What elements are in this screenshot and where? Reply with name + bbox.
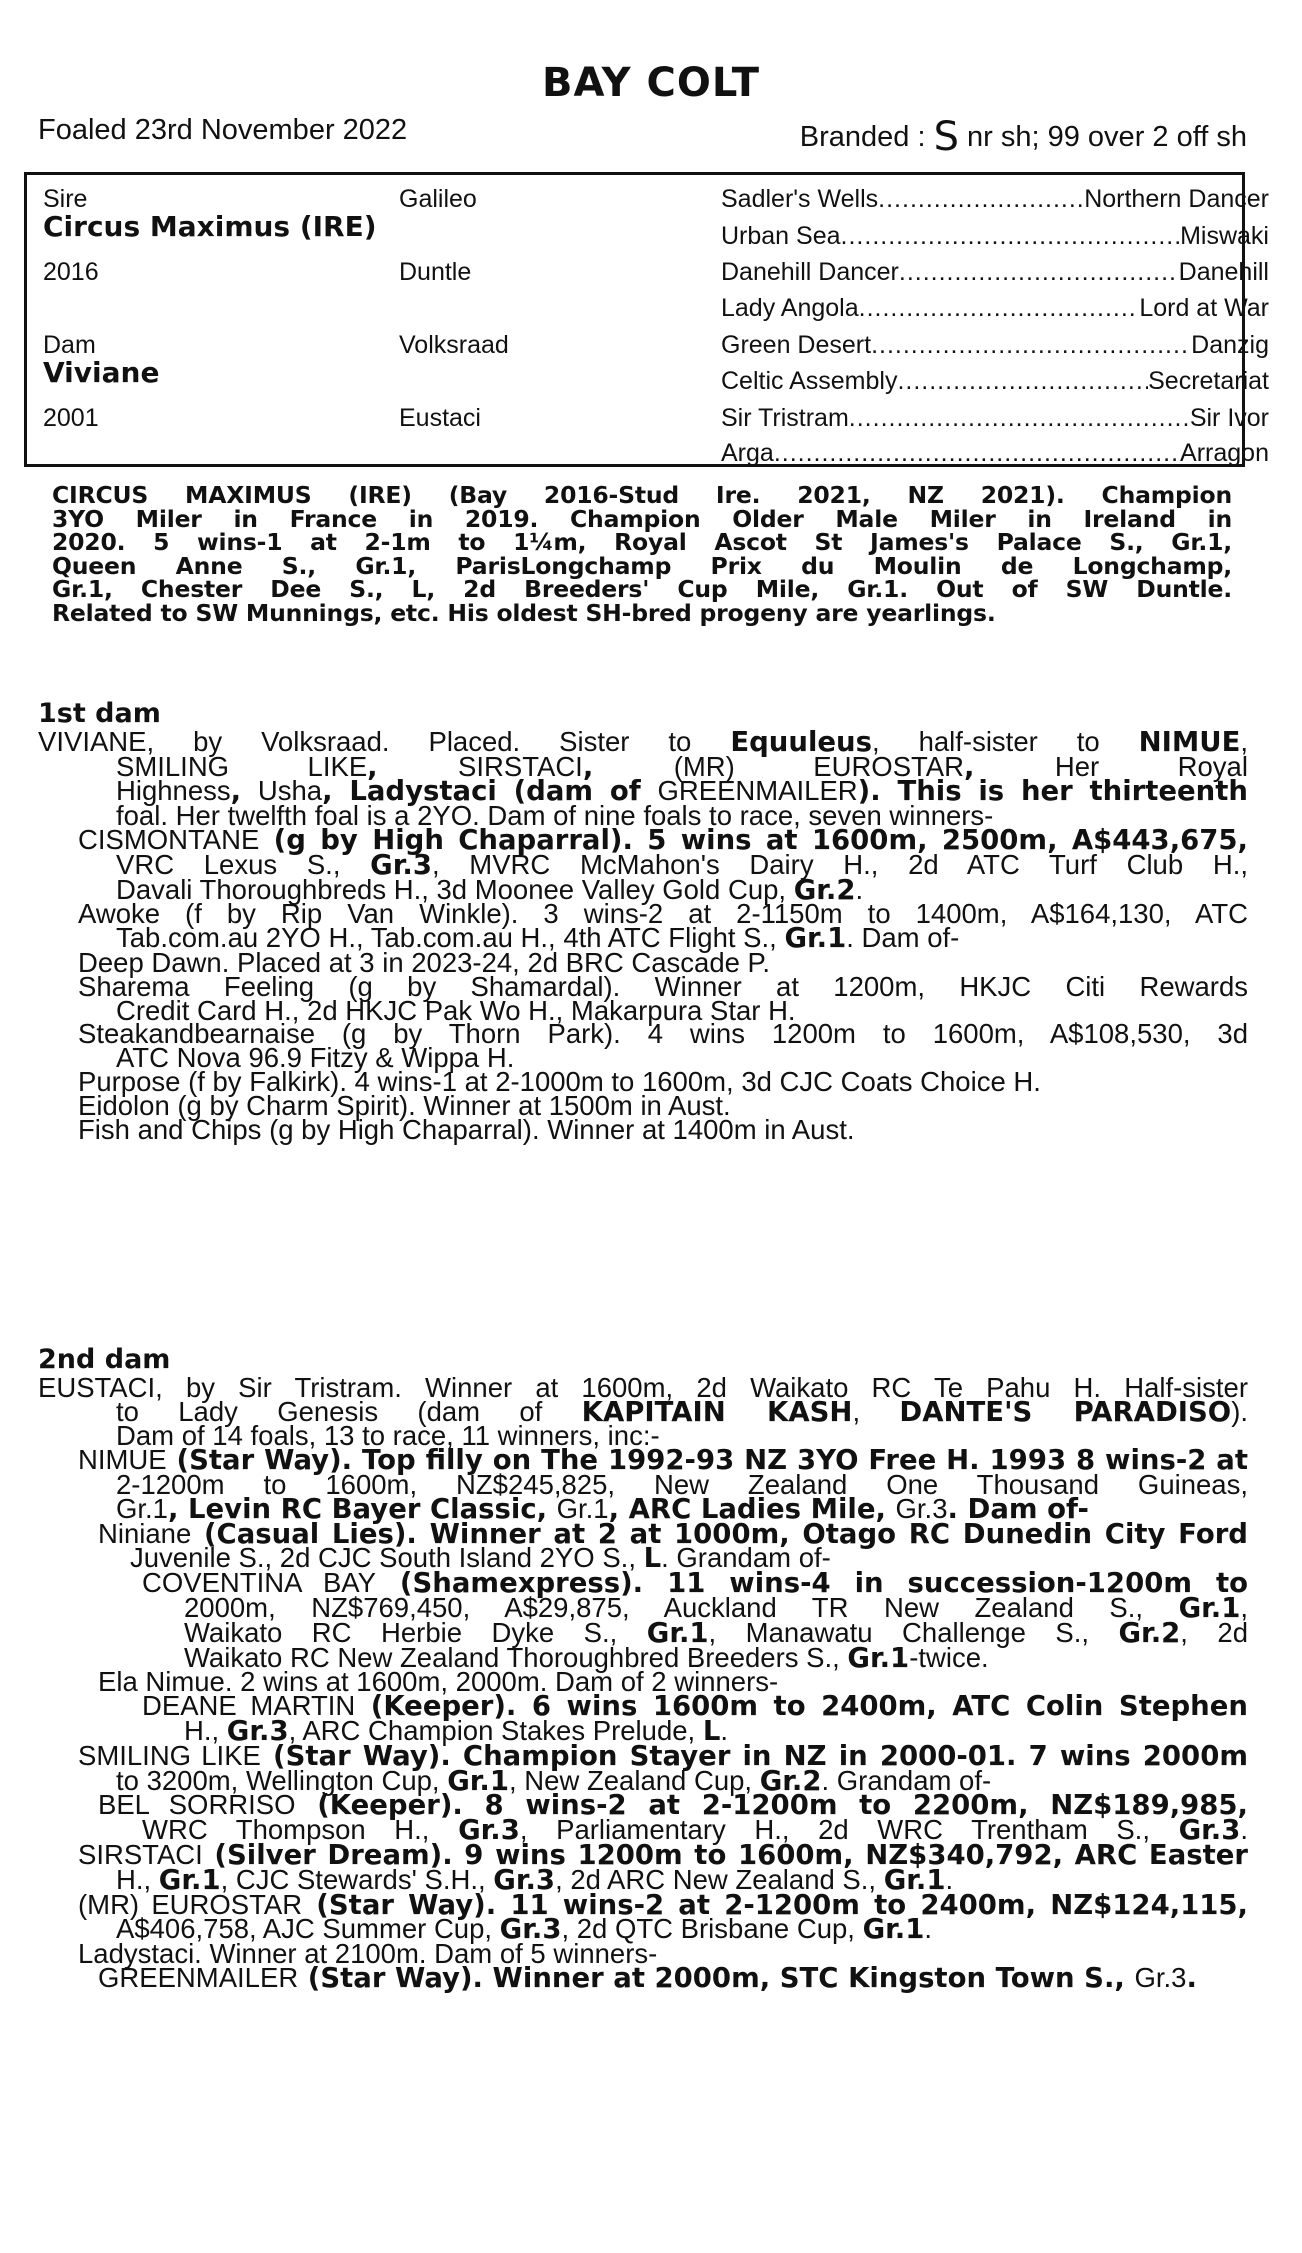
text-segment: Eidolon (g by Charm Spirit). Winner at 1500m in Aust.	[78, 1089, 731, 1121]
branded-detail: nr sh; 99 over 2 off sh	[967, 121, 1247, 153]
bold-name: ). This is her thirteenth	[857, 775, 1248, 808]
text-segment: Waikato RC New Zealand Thoroughbred Breeders S.,	[184, 1641, 848, 1673]
text-segment: Niniane	[98, 1517, 192, 1549]
text-segment: Usha	[257, 775, 323, 807]
bold-name: (Star Way). Champion Stayer in NZ in 2000-01. 7 wins 2000m	[260, 1739, 1248, 1772]
text-segment: Fish and Chips (g by High Chaparral). Winner at 1400m in Aust.	[78, 1113, 855, 1145]
text-segment: ).	[1231, 1395, 1248, 1427]
text-segment: .	[924, 1913, 933, 1945]
text-segment: Credit Card H., 2d HKJC Pak Wo H., Makarpura Star H.	[116, 994, 796, 1026]
sire-name: Circus Maximus (IRE)	[43, 210, 377, 243]
grandparent-row: Sadler's Wells ..... Northern Dancer	[721, 185, 1269, 214]
grandparent-row: Danehill Dancer ..... Danehill	[721, 258, 1269, 287]
text-segment: , ARC Champion Stakes Prelude,	[288, 1714, 703, 1746]
text-segment: Dam of 14 foals, 13 to race, 11 winners, inc:-	[116, 1420, 660, 1452]
bold-name: Gr.3	[458, 1814, 520, 1847]
text-segment: , MVRC McMahon's Dairy H., 2d ATC Turf Club H.,	[431, 848, 1248, 880]
text-segment: Ela Nimue. 2 wins at 1600m, 2000m. Dam of 2 winners-	[98, 1666, 779, 1698]
bold-name: Gr.1	[883, 1863, 946, 1896]
text-segment: ,	[1240, 1591, 1248, 1623]
text-segment: Gr.3	[1134, 1961, 1187, 1993]
sire-sire: Galileo	[399, 185, 477, 213]
bold-name: ,	[582, 750, 674, 783]
text-segment: 2-1200m to 1600m, NZ$245,825, New Zealand One Thousand Guineas,	[116, 1468, 1248, 1500]
second-dam-heading: 2nd dam	[38, 1344, 171, 1375]
bold-name: , Levin RC Bayer Classic,	[167, 1492, 557, 1525]
text-segment: Tab.com.au 2YO H., Tab.com.au H., 4th ATC Flight S.,	[116, 922, 785, 954]
text-segment: Gr.1	[116, 1492, 168, 1524]
text-segment: . Grandam of-	[661, 1542, 831, 1574]
text-segment: A$406,758, AJC Summer Cup,	[116, 1913, 500, 1945]
bold-name: Gr.1	[646, 1616, 709, 1649]
sire-label: Sire	[43, 185, 88, 213]
bold-name: L	[702, 1714, 721, 1747]
text-segment: Steakandbearnaise (g by Thorn Park). 4 wins 1200m to 1600m, A$108,530, 3d	[78, 1018, 1248, 1050]
bold-name: (Silver Dream). 9 wins 1200m to 1600m, NZ$340,792, ARC Easter	[202, 1838, 1248, 1871]
bold-name: , ARC Ladies Mile,	[608, 1492, 896, 1525]
text-segment: EUSTACI, by Sir Tristram. Winner at 1600m, 2d Waikato RC Te Pahu H. Half-sister	[38, 1371, 1248, 1403]
bold-name: (Shamexpress). 11 wins-4 in succession-1200m to	[375, 1567, 1248, 1600]
text-segment: 2000m, NZ$769,450, A$29,875, Auckland TR New Zealand S.,	[184, 1591, 1179, 1623]
text-segment: (MR) EUROSTAR	[673, 750, 964, 782]
sire-description	[52, 481, 1232, 627]
text-segment: Highness	[116, 775, 231, 807]
text-segment: .	[945, 1863, 954, 1895]
text-segment: , Manawatu Challenge S.,	[708, 1616, 1119, 1648]
text-segment: GREENMAILER	[98, 1961, 299, 1993]
description-line: Related to SW Munnings, etc. His oldest SH-bred progeny are yearlings.	[52, 598, 996, 627]
text-segment: ,	[852, 1395, 900, 1427]
text-segment: CISMONTANE	[78, 823, 260, 855]
text-segment: . Grandam of-	[821, 1764, 992, 1796]
text-segment: H.,	[116, 1863, 159, 1895]
bold-name: ,	[367, 750, 459, 783]
second-dam-section	[38, 1344, 1248, 1994]
text-segment: BEL SORRISO	[98, 1789, 296, 1821]
text-segment: H.,	[184, 1714, 227, 1746]
text-line	[38, 1113, 1248, 1145]
text-segment: Sharema Feeling (g by Shamardal). Winner at 1200m, HKJC Citi Rewards	[78, 970, 1248, 1002]
text-segment: Gr.3	[895, 1492, 948, 1524]
text-segment: GREENMAILER	[657, 775, 858, 807]
text-segment: , 2d ARC New Zealand S.,	[555, 1863, 884, 1895]
bold-name: NIMUE	[1138, 725, 1241, 758]
bold-name: .	[1186, 1961, 1197, 1994]
description-line: 2020. 5 wins-1 at 2-1m to 1¼m, Royal Ascot St James's Palace S., Gr.1,	[52, 528, 1232, 556]
bold-name: Gr.2	[1118, 1616, 1181, 1649]
text-segment: . Dam of-	[846, 922, 960, 954]
first-dam-section	[38, 698, 1248, 1145]
bold-name: (Casual Lies). Winner at 2 at 1000m, Otago RC Dunedin City Ford	[191, 1517, 1248, 1550]
description-line: Gr.1, Chester Dee S., L, 2d Breeders' Cup Mile, Gr.1. Out of SW Duntle.	[52, 575, 1232, 603]
text-segment: SIRSTACI	[78, 1838, 203, 1870]
bold-name: (Star Way). Winner at 2000m, STC Kingston Town S.,	[298, 1961, 1135, 1994]
grandparent-row: Lady Angola ..... Lord at War	[721, 294, 1269, 323]
text-segment: Juvenile S., 2d CJC South Island 2YO S.,	[130, 1542, 644, 1574]
sire-dam: Duntle	[399, 258, 472, 286]
grandparent-row: Sir Tristram ..... Sir Ivor	[721, 404, 1269, 433]
branded-label: Branded :	[799, 121, 926, 153]
text-segment: -twice.	[909, 1641, 989, 1673]
text-segment: Waikato RC Herbie Dyke S.,	[184, 1616, 647, 1648]
text-segment: ,	[1240, 725, 1248, 757]
text-segment: , Parliamentary H., 2d WRC Trentham S.,	[519, 1814, 1179, 1846]
sire-year: 2016	[43, 258, 99, 286]
foaled-date: Foaled 23rd November 2022	[38, 114, 408, 146]
bold-name: (g by High Chaparral). 5 wins at 1600m, 2500m, A$443,675,	[259, 823, 1248, 856]
first-dam-heading: 1st dam	[38, 698, 161, 729]
bold-name: ,	[964, 750, 1055, 783]
bold-name: ,	[230, 775, 258, 808]
bold-name: (Star Way). 11 wins-2 at 2-1200m to 2400m, NZ$124,115,	[302, 1888, 1248, 1921]
bold-name: DANTE'S PARADISO	[899, 1395, 1232, 1428]
text-segment: NIMUE	[78, 1444, 167, 1476]
text-segment: SMILING LIKE	[116, 750, 368, 782]
text-segment: SIRSTACI	[458, 750, 583, 782]
text-segment: Her Royal	[1054, 750, 1248, 782]
bold-name: Gr.3	[1178, 1814, 1241, 1847]
bold-name: Gr.3	[370, 848, 432, 881]
grandparent-row: Celtic Assembly ..... Secretariat	[721, 367, 1269, 396]
bold-name: (Keeper). 6 wins 1600m to 2400m, ATC Colin Stephen	[355, 1690, 1248, 1723]
text-segment: VRC Lexus S.,	[116, 848, 371, 880]
text-segment: .	[855, 873, 864, 905]
text-segment: DEANE MARTIN	[142, 1690, 356, 1722]
bold-name: KAPITAIN KASH	[581, 1395, 853, 1428]
bold-name: Gr.2	[793, 873, 856, 906]
dam-year: 2001	[43, 404, 99, 432]
lot-title: BAY COLT	[541, 60, 761, 106]
bold-name: Gr.1	[862, 1913, 925, 1946]
bold-name: L	[643, 1542, 662, 1575]
text-segment: Gr.1	[556, 1492, 609, 1524]
bold-name: Gr.1	[447, 1764, 510, 1797]
bold-name: Gr.1	[158, 1863, 221, 1896]
bold-name: Gr.3	[499, 1913, 562, 1946]
text-segment: to 3200m, Wellington Cup,	[116, 1764, 448, 1796]
dam-name: Viviane	[43, 356, 160, 389]
text-segment: , CJC Stewards' S.H.,	[220, 1863, 494, 1895]
text-segment: Ladystaci. Winner at 2100m. Dam of 5 winners-	[78, 1938, 658, 1970]
text-segment: WRC Thompson H.,	[142, 1814, 459, 1846]
grandparent-row: Arga ..... Arragon	[721, 439, 1269, 468]
bold-name: Gr.1	[784, 922, 847, 955]
bold-name: (Keeper). 8 wins-2 at 2-1200m to 2200m, NZ$189,985,	[295, 1789, 1248, 1822]
text-segment: ATC Nova 96.9 Fitzy & Wippa H.	[116, 1042, 515, 1074]
dam-dam: Eustaci	[399, 404, 481, 432]
text-segment: , 2d QTC Brisbane Cup,	[561, 1913, 863, 1945]
text-segment: VIVIANE, by Volksraad. Placed. Sister to	[38, 725, 731, 757]
bold-name: Gr.1	[1178, 1591, 1241, 1624]
bold-name: Gr.1	[847, 1641, 910, 1674]
text-segment: foal. Her twelfth foal is a 2YO. Dam of nine foals to race, seven winners-	[116, 800, 994, 832]
text-segment: Deep Dawn. Placed at 3 in 2023-24, 2d BRC Cascade P.	[78, 946, 770, 978]
bold-name: (Star Way). Top filly on The 1992-93 NZ 3YO Free H. 1993 8 wins-2 at	[166, 1444, 1248, 1477]
text-segment: , 2d	[1180, 1616, 1248, 1648]
pedigree-table	[24, 172, 1269, 467]
text-segment: Awoke (f by Rip Van Winkle). 3 wins-2 at 2-1150m to 1400m, A$164,130, ATC	[78, 898, 1248, 930]
bold-name: , Ladystaci (dam of	[322, 775, 658, 808]
dam-sire: Volksraad	[399, 331, 509, 359]
description-line: 3YO Miler in France in 2019. Champion Older Male Miler in Ireland in	[52, 504, 1232, 533]
text-segment: , New Zealand Cup,	[509, 1764, 760, 1796]
bold-name: Gr.3	[493, 1863, 556, 1896]
branded-info	[800, 114, 1247, 160]
text-segment: COVENTINA BAY	[142, 1567, 376, 1599]
bold-name: . Dam of-	[947, 1492, 1089, 1525]
text-segment: (MR) EUROSTAR	[78, 1888, 303, 1920]
description-line: CIRCUS MAXIMUS (IRE) (Bay 2016-Stud Ire. 2021, NZ 2021). Champion	[52, 481, 1232, 509]
text-segment: Purpose (f by Falkirk). 4 wins-1 at 2-1000m to 1600m, 3d CJC Coats Choice H.	[78, 1065, 1041, 1097]
description-line: Queen Anne S., Gr.1, ParisLongchamp Prix du Moulin de Longchamp,	[52, 551, 1232, 580]
text-segment: Davali Thoroughbreds H., 3d Moonee Valley Gold Cup,	[116, 873, 794, 905]
text-segment: .	[1240, 1814, 1248, 1846]
text-segment: SMILING LIKE	[78, 1739, 261, 1771]
dam-label: Dam	[43, 331, 96, 359]
text-segment: .	[720, 1714, 728, 1746]
grandparent-row: Urban Sea ..... Miswaki	[721, 222, 1269, 251]
bold-name: Gr.3	[226, 1714, 289, 1747]
text-line	[38, 1961, 1248, 1994]
grandparent-row: Green Desert ..... Danzig	[721, 331, 1269, 360]
bold-name: Gr.2	[759, 1764, 822, 1797]
bold-name: Equuleus	[730, 725, 872, 758]
text-segment: , half-sister to	[871, 725, 1139, 757]
text-segment: to Lady Genesis (dam of	[116, 1395, 582, 1427]
brand-mark: S	[933, 114, 959, 160]
